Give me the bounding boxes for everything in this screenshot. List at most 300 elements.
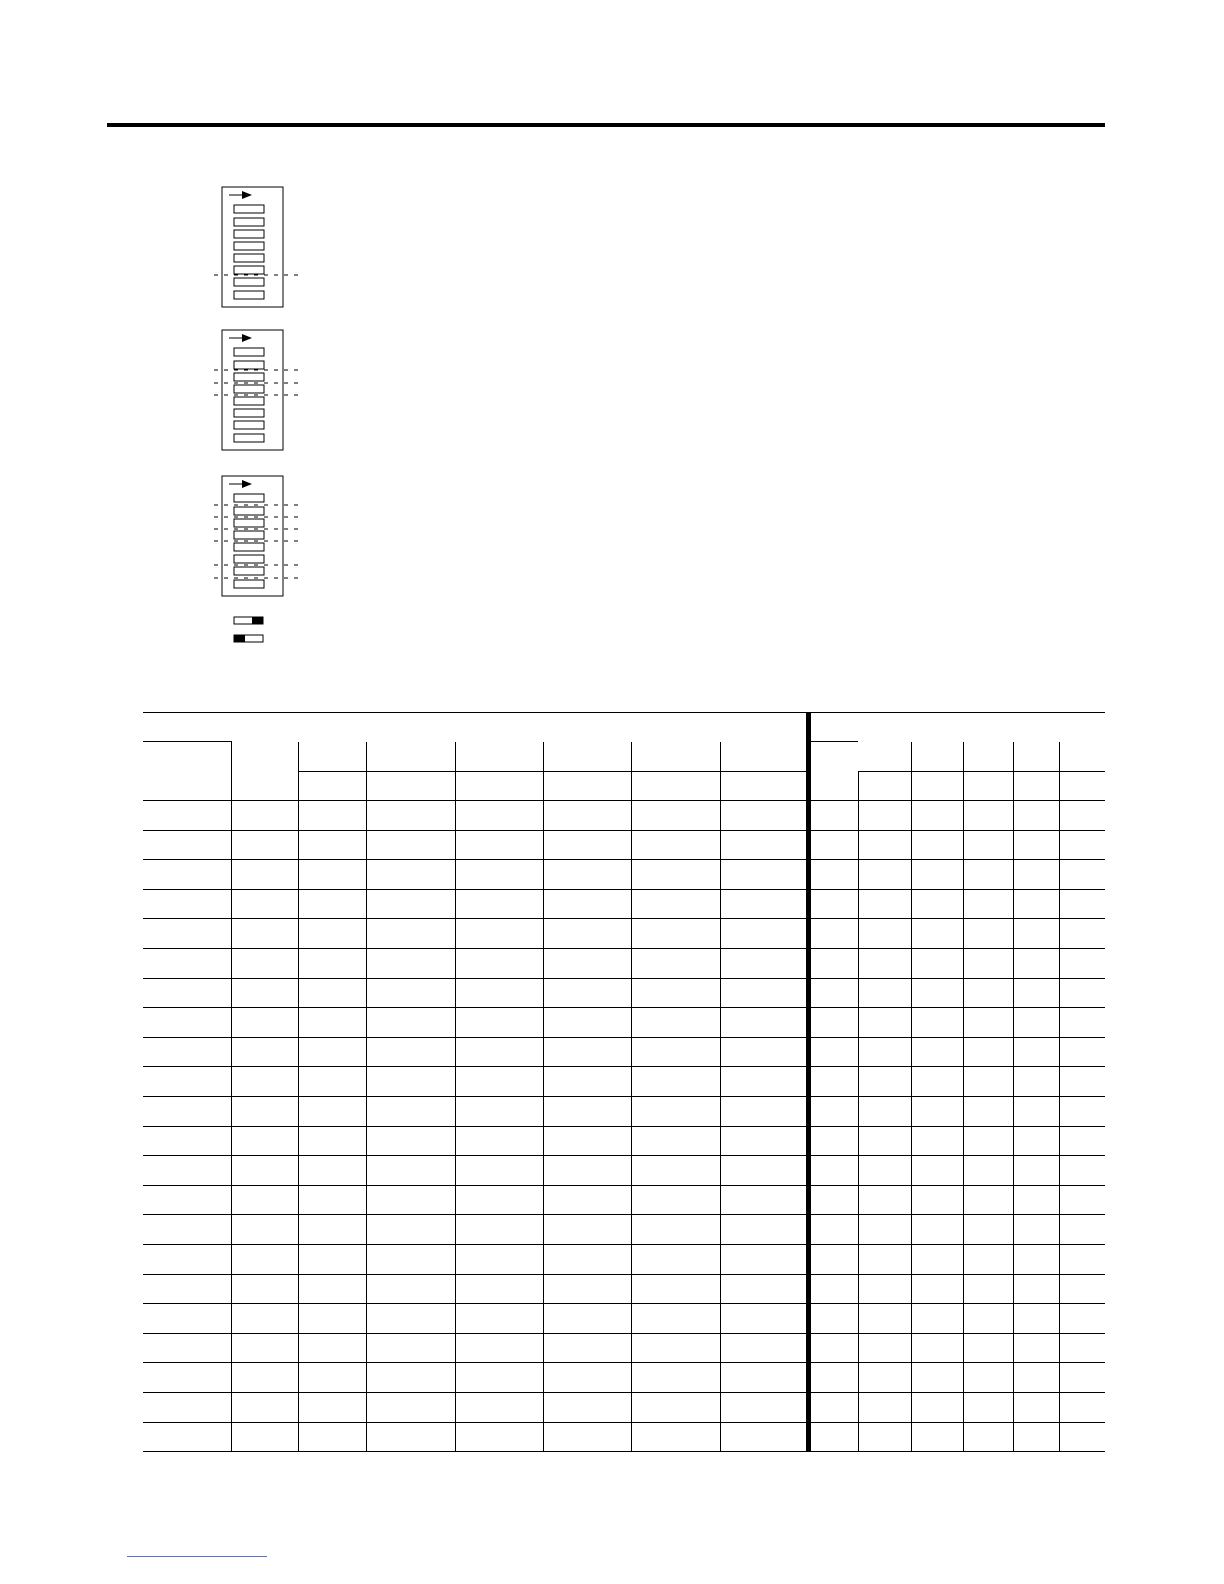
table-cell <box>808 1067 858 1097</box>
table-cell <box>455 1097 543 1127</box>
table-row <box>143 1333 1105 1363</box>
table-cell <box>1013 1126 1059 1156</box>
table-cell <box>911 919 963 949</box>
table-cell <box>631 889 720 919</box>
table-cell <box>1013 1215 1059 1245</box>
table-row <box>143 830 1105 860</box>
switch-on-legend <box>234 635 263 642</box>
table-cell <box>1013 1392 1059 1422</box>
table-cell <box>1059 889 1105 919</box>
table-cell <box>298 1185 366 1215</box>
table-row <box>143 1245 1105 1275</box>
table-cell <box>298 1392 366 1422</box>
table-cell <box>455 860 543 890</box>
table-row <box>143 889 1105 919</box>
table-cell <box>858 801 911 831</box>
table-cell <box>1059 978 1105 1008</box>
table-cell <box>963 889 1013 919</box>
table-cell <box>911 1274 963 1304</box>
switch-diagram-1 <box>214 187 300 307</box>
table-cell <box>455 1333 543 1363</box>
table-cell <box>858 830 911 860</box>
table-cell <box>543 1185 631 1215</box>
table-cell <box>963 1067 1013 1097</box>
table-cell <box>1059 1245 1105 1275</box>
table-cell <box>808 1245 858 1275</box>
table-cell <box>143 1274 231 1304</box>
table-cell <box>720 1274 808 1304</box>
table-cell <box>298 1008 366 1038</box>
table-cell <box>231 1097 298 1127</box>
table-cell <box>1013 1008 1059 1038</box>
table-cell <box>366 1097 455 1127</box>
table-cell <box>631 830 720 860</box>
table-cell <box>858 771 911 801</box>
table-cell <box>963 1215 1013 1245</box>
table-cell <box>543 1363 631 1393</box>
table-cell <box>231 1274 298 1304</box>
table-cell <box>1013 801 1059 831</box>
table-cell <box>720 1333 808 1363</box>
table-cell <box>858 978 911 1008</box>
table-cell <box>298 889 366 919</box>
table-cell <box>911 1215 963 1245</box>
table-cell <box>298 1304 366 1334</box>
table-cell <box>143 889 231 919</box>
table-row <box>143 860 1105 890</box>
table-cell <box>963 1037 1013 1067</box>
table-cell <box>963 830 1013 860</box>
table-cell <box>631 1304 720 1334</box>
table-cell <box>231 830 298 860</box>
table-cell <box>631 771 720 801</box>
table-cell <box>143 1156 231 1186</box>
table-cell <box>298 830 366 860</box>
table-cell <box>911 978 963 1008</box>
table-cell <box>808 889 858 919</box>
table-cell <box>720 978 808 1008</box>
table-cell <box>366 1008 455 1038</box>
table-cell <box>808 801 858 831</box>
table-cell <box>720 1304 808 1334</box>
table-cell <box>808 860 858 890</box>
table-cell <box>543 1156 631 1186</box>
table-cell <box>631 1067 720 1097</box>
table-cell <box>858 860 911 890</box>
table-cell <box>543 889 631 919</box>
table-cell <box>231 860 298 890</box>
table-row <box>143 771 1105 801</box>
table-cell <box>231 1392 298 1422</box>
table-cell <box>366 801 455 831</box>
table-cell <box>231 919 298 949</box>
table-cell <box>963 1422 1013 1452</box>
table-cell <box>1013 1422 1059 1452</box>
table-cell <box>455 1067 543 1097</box>
table-cell <box>455 1156 543 1186</box>
table-cell <box>1013 1185 1059 1215</box>
table-cell <box>963 949 1013 979</box>
table-cell <box>858 1245 911 1275</box>
table-cell <box>543 1333 631 1363</box>
table-cell <box>366 1274 455 1304</box>
table-cell <box>143 1126 231 1156</box>
table-cell <box>963 1363 1013 1393</box>
table-cell <box>963 801 1013 831</box>
table-cell <box>631 1008 720 1038</box>
table-cell <box>911 1156 963 1186</box>
table-cell <box>143 1392 231 1422</box>
table-row <box>143 1215 1105 1245</box>
table-cell <box>858 1185 911 1215</box>
table-cell <box>808 1008 858 1038</box>
table-cell <box>1013 1363 1059 1393</box>
table-cell <box>543 1392 631 1422</box>
table-cell <box>808 919 858 949</box>
table-cell <box>231 978 298 1008</box>
table-cell <box>1013 1067 1059 1097</box>
table-cell <box>911 830 963 860</box>
table-cell <box>631 1037 720 1067</box>
table-cell <box>808 1392 858 1422</box>
table-cell <box>143 1185 231 1215</box>
table-cell <box>911 1097 963 1127</box>
table-cell <box>631 1215 720 1245</box>
table-cell <box>631 1422 720 1452</box>
table-cell <box>366 949 455 979</box>
table-cell <box>1013 1304 1059 1334</box>
table-cell <box>298 1245 366 1275</box>
table-cell <box>543 830 631 860</box>
table-cell <box>911 1067 963 1097</box>
table-cell <box>808 1185 858 1215</box>
table-cell <box>1013 949 1059 979</box>
table-cell <box>808 1422 858 1452</box>
table-cell <box>543 1008 631 1038</box>
table-cell <box>1059 919 1105 949</box>
table-row <box>143 949 1105 979</box>
table-cell <box>858 1037 911 1067</box>
table-cell <box>366 978 455 1008</box>
table-cell <box>1059 1185 1105 1215</box>
table-cell <box>911 1304 963 1334</box>
table-cell <box>858 1156 911 1186</box>
table-cell <box>231 1245 298 1275</box>
table-cell <box>231 1422 298 1452</box>
table-cell <box>1013 919 1059 949</box>
table-cell <box>231 1126 298 1156</box>
table-cell <box>543 1274 631 1304</box>
table-cell <box>1013 889 1059 919</box>
table-cell <box>543 1097 631 1127</box>
table-cell <box>720 830 808 860</box>
table-cell <box>231 1363 298 1393</box>
switch-settings-table <box>143 712 1105 1452</box>
table-cell <box>143 949 231 979</box>
table-cell <box>1059 1008 1105 1038</box>
table-cell <box>911 889 963 919</box>
switch-diagram-3 <box>214 476 300 596</box>
table-cell <box>631 1126 720 1156</box>
table-cell <box>366 1422 455 1452</box>
table-cell <box>298 1363 366 1393</box>
table-cell <box>808 1156 858 1186</box>
table-cell <box>911 1037 963 1067</box>
table-cell <box>720 1037 808 1067</box>
table-cell <box>143 919 231 949</box>
table-row <box>143 919 1105 949</box>
table-cell <box>143 1333 231 1363</box>
table-cell <box>455 978 543 1008</box>
table-cell <box>1013 978 1059 1008</box>
table-cell <box>455 919 543 949</box>
table-cell <box>720 919 808 949</box>
table-cell <box>231 801 298 831</box>
table-cell <box>455 1363 543 1393</box>
table-cell <box>298 1156 366 1186</box>
table-cell <box>366 1185 455 1215</box>
table-cell <box>543 1037 631 1067</box>
table-cell <box>366 1067 455 1097</box>
table-cell <box>858 1392 911 1422</box>
table-cell <box>1059 1363 1105 1393</box>
table-cell <box>858 1126 911 1156</box>
table-row <box>143 1392 1105 1422</box>
table-cell <box>455 771 543 801</box>
table-cell <box>911 771 963 801</box>
dip-switch-figure <box>0 0 1224 700</box>
table-cell <box>963 1245 1013 1275</box>
table-cell <box>1059 1333 1105 1363</box>
table-cell <box>720 1215 808 1245</box>
table-cell <box>366 1215 455 1245</box>
table-cell <box>366 1363 455 1393</box>
table-cell <box>455 830 543 860</box>
table-cell <box>231 1215 298 1245</box>
table-cell <box>631 1156 720 1186</box>
table-cell <box>298 1067 366 1097</box>
table-cell <box>631 1185 720 1215</box>
table-subheader-row <box>143 742 1105 772</box>
table-cell <box>1059 1067 1105 1097</box>
table-cell <box>143 860 231 890</box>
footer-link-underline[interactable] <box>127 1556 267 1557</box>
table-cell <box>808 1304 858 1334</box>
table-cell <box>455 889 543 919</box>
table-cell <box>455 1185 543 1215</box>
table-cell <box>298 1333 366 1363</box>
table-row <box>143 1008 1105 1038</box>
table-cell <box>455 1215 543 1245</box>
table-cell <box>720 1363 808 1393</box>
table-cell <box>1059 1422 1105 1452</box>
table-cell <box>231 1156 298 1186</box>
table-cell <box>1059 771 1105 801</box>
table-cell <box>720 1156 808 1186</box>
table-cell <box>455 1245 543 1275</box>
table-cell <box>963 1126 1013 1156</box>
table-cell <box>143 830 231 860</box>
table-cell <box>911 801 963 831</box>
table-cell <box>543 949 631 979</box>
table-cell <box>143 1008 231 1038</box>
table-cell <box>366 860 455 890</box>
table-cell <box>543 1126 631 1156</box>
table-cell <box>720 1422 808 1452</box>
table-cell <box>963 1304 1013 1334</box>
table-cell <box>631 801 720 831</box>
table-row <box>143 1304 1105 1334</box>
table-cell <box>1059 1037 1105 1067</box>
table-cell <box>631 1097 720 1127</box>
table-header-row <box>143 713 1105 742</box>
table-cell <box>298 801 366 831</box>
table-cell <box>543 771 631 801</box>
table-cell <box>1013 1274 1059 1304</box>
table-cell <box>720 801 808 831</box>
table-cell <box>858 1215 911 1245</box>
table-cell <box>455 801 543 831</box>
table-cell <box>911 1126 963 1156</box>
table-cell <box>911 1245 963 1275</box>
table-cell <box>543 1215 631 1245</box>
table-row <box>143 1097 1105 1127</box>
table-cell <box>366 919 455 949</box>
table-cell <box>963 1392 1013 1422</box>
table-cell <box>1059 1156 1105 1186</box>
table-cell <box>298 919 366 949</box>
table-cell <box>366 1333 455 1363</box>
table-cell <box>808 1274 858 1304</box>
table-cell <box>1059 1097 1105 1127</box>
table-cell <box>298 1126 366 1156</box>
table-cell <box>143 1422 231 1452</box>
table-cell <box>808 771 858 801</box>
table-cell <box>631 860 720 890</box>
table-cell <box>963 1097 1013 1127</box>
table-cell <box>231 1185 298 1215</box>
table-cell <box>858 1363 911 1393</box>
table-row <box>143 1126 1105 1156</box>
table-cell <box>366 1392 455 1422</box>
table-row <box>143 1067 1105 1097</box>
table-cell <box>1059 801 1105 831</box>
table-cell <box>231 949 298 979</box>
table-row <box>143 1422 1105 1452</box>
table-cell <box>366 1245 455 1275</box>
table-cell <box>858 919 911 949</box>
table-cell <box>455 949 543 979</box>
table-row <box>143 1185 1105 1215</box>
table-cell <box>543 1067 631 1097</box>
table-cell <box>631 1363 720 1393</box>
switch-diagram-2 <box>214 330 300 450</box>
table-cell <box>720 771 808 801</box>
table-cell <box>366 1156 455 1186</box>
table-cell <box>1013 1156 1059 1186</box>
table-cell <box>231 1008 298 1038</box>
table-cell <box>911 1185 963 1215</box>
table-cell <box>911 1008 963 1038</box>
table-cell <box>1059 830 1105 860</box>
table-cell <box>720 860 808 890</box>
table-cell <box>1013 771 1059 801</box>
table-row <box>143 978 1105 1008</box>
table-cell <box>858 1008 911 1038</box>
table-cell <box>858 889 911 919</box>
table-cell <box>858 1333 911 1363</box>
table-cell <box>720 1126 808 1156</box>
table-cell <box>1013 1245 1059 1275</box>
table-cell <box>231 1333 298 1363</box>
table-cell <box>963 1008 1013 1038</box>
table-cell <box>543 1422 631 1452</box>
table-cell <box>543 860 631 890</box>
table-cell <box>911 949 963 979</box>
table-cell <box>543 1304 631 1334</box>
table-cell <box>143 1037 231 1067</box>
table-cell <box>808 1215 858 1245</box>
table-cell <box>808 1333 858 1363</box>
table-cell <box>858 1067 911 1097</box>
table-cell <box>143 1067 231 1097</box>
table-cell <box>455 1126 543 1156</box>
table-cell <box>911 1422 963 1452</box>
table-cell <box>543 801 631 831</box>
table-cell <box>455 1304 543 1334</box>
table-cell <box>1013 1097 1059 1127</box>
table-cell <box>1013 1333 1059 1363</box>
table-cell <box>366 889 455 919</box>
table-cell <box>143 1363 231 1393</box>
table-cell <box>963 1156 1013 1186</box>
table-cell <box>911 860 963 890</box>
table-cell <box>455 1422 543 1452</box>
table-cell <box>963 978 1013 1008</box>
table-cell <box>720 1067 808 1097</box>
table-cell <box>631 1392 720 1422</box>
table-cell <box>631 949 720 979</box>
table-cell <box>298 1037 366 1067</box>
table-cell <box>143 801 231 831</box>
table-cell <box>366 830 455 860</box>
table-cell <box>720 1097 808 1127</box>
table-cell <box>808 1037 858 1067</box>
table-cell <box>720 1185 808 1215</box>
table-cell <box>808 830 858 860</box>
table-cell <box>808 1097 858 1127</box>
table-cell <box>1059 949 1105 979</box>
table-cell <box>543 919 631 949</box>
table-cell <box>631 1333 720 1363</box>
table-cell <box>298 978 366 1008</box>
table-cell <box>858 1304 911 1334</box>
table-row <box>143 1156 1105 1186</box>
table-cell <box>231 1067 298 1097</box>
table-cell <box>231 1037 298 1067</box>
table-cell <box>963 771 1013 801</box>
table-cell <box>1059 1274 1105 1304</box>
table-cell <box>298 771 366 801</box>
table-cell <box>963 1274 1013 1304</box>
table-cell <box>911 1363 963 1393</box>
table-cell <box>1059 1126 1105 1156</box>
table-row <box>143 1037 1105 1067</box>
table-cell <box>143 1097 231 1127</box>
table-cell <box>1059 1215 1105 1245</box>
table-cell <box>298 1097 366 1127</box>
table-cell <box>366 1037 455 1067</box>
